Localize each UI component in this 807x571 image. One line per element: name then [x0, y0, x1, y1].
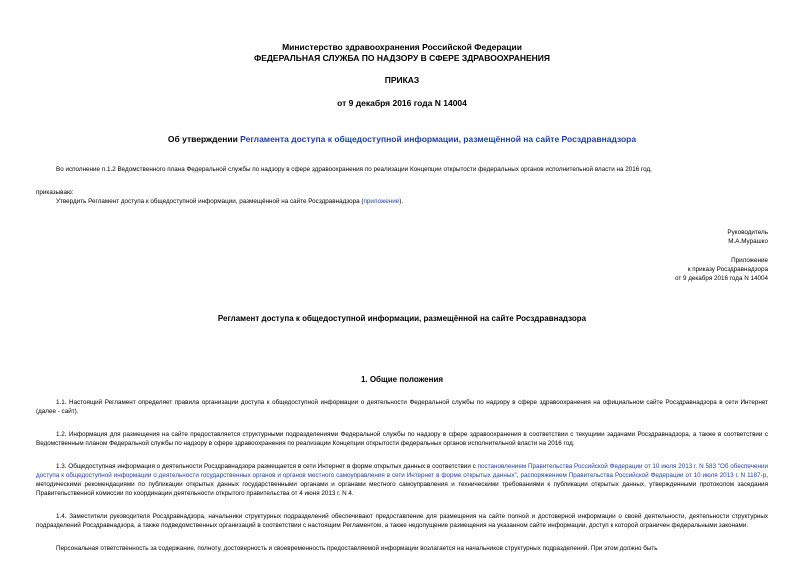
intro-paragraph: Во исполнение п.1.2 Ведомственного плана Федеральной службы по надзору в сфере здравоохранения по реализации Концепции открытости федеральных органов исполнительной власти на 2016 год, — [56, 166, 652, 173]
order-text-before: Утвердить Регламент доступа к общедоступной информации, размещённой на сайте Росздравнадзора ( — [56, 198, 364, 205]
paragraph-responsibility: Персональная ответственность за содержание, полноту, достоверность и своевременность предоставляемой информации возлагается на начальников структурных подразделений. При этом должно быть — [56, 545, 658, 552]
appendix-line-1: Приложение — [731, 257, 768, 264]
decree-583-link[interactable]: постановлением Правительства Российской Федерации от 10 июля 2013 г. N 583 "Об обеспечении доступа к общедоступной информации о деятельности государственных органов и органов местного самоуправления в сети Интернет в форме открытых данных" — [36, 463, 768, 479]
order-text — [36, 197, 768, 206]
service-name: ФЕДЕРАЛЬНАЯ СЛУЖБА ПО НАДЗОРУ В СФЕРЕ ЗДРАВООХРАНЕНИЯ — [253, 52, 551, 63]
ministry-name: Министерство здравоохранения Российской Федерации — [282, 42, 522, 52]
order-text-after: ). — [399, 198, 404, 205]
paragraph-1-3-c: , методическими рекомендациями по публикации открытых данных государственными органами и органами местного самоуправления и техническими требованиями к публикации открытых данных, утвержденными протоколом заседания Правительственной комиссии по координации деятельности открытого правительства от 4 июня 2013 г. N 4. — [36, 472, 769, 497]
order-title — [36, 134, 768, 144]
document-page — [36, 42, 768, 553]
paragraph-1-2: 1.2. Информация для размещения на сайте предоставляется структурными подразделениями Федеральной службы по надзору в сфере здравоохранения в соответствии с текущими задачами Росздравнадзора, а также в соответствии с Ведомственным планом Федеральной службы по надзору в сфере здравоохранения по реализации Концепции открытости федеральных органов исполнительной власти на 2016 год. — [36, 431, 768, 447]
section-1-title: 1. Общие положения — [360, 375, 444, 384]
signature-position: Руководитель — [727, 229, 768, 236]
appendix-line-3: от 9 декабря 2016 года N 14004 — [674, 275, 768, 282]
paragraph-1-4: 1.4. Заместители руководителя Росздравнадзора, начальники структурных подразделений обеспечивают предоставление для размещения на сайте полной и достоверной информации о своей деятельности, деятельности структурных подразделений Росздравнадзора, а также подведомственных организаций в соответствии с настоящим Регламентом, а также недопущение размещения на указанном сайте информации, доступ к которой ограничен федеральными законами. — [36, 513, 768, 529]
paragraph-1-3-a: 1.3. Общедоступная информация о деятельности Росздравнадзора размещается в сети Интернет в форме открытых данных в соответствии с — [56, 463, 478, 470]
appendix-link[interactable]: приложение — [363, 198, 400, 205]
order-title-prefix: Об утверждении — [167, 134, 241, 144]
doc-date-number: от 9 декабря 2016 года N 14004 — [337, 97, 467, 108]
paragraph-1-1: 1.1. Настоящий Регламент определяет правила организации доступа к общедоступной информации о деятельности Федеральной службы по надзору в сфере здравоохранения на официальном сайте Росздравнадзора в сети Интернет (далее - сайт). — [36, 399, 768, 415]
paragraph-1-3-b: , — [516, 472, 521, 479]
order-title-link[interactable]: Регламента доступа к общедоступной информации, размещённой на сайте Росздравнадзора — [240, 134, 637, 144]
appendix-line-2: к приказу Росздравнадзора — [687, 266, 768, 273]
order-1187-link[interactable]: распоряжением Правительства Российской Федерации от 10 июля 2013 г. N 1187-р — [520, 472, 767, 479]
doc-type: ПРИКАЗ — [384, 75, 420, 85]
paragraph-1-3 — [36, 462, 768, 498]
signature-name: М.А.Мурашко — [728, 238, 768, 245]
reglament-title: Регламент доступа к общедоступной информации, размещённой на сайте Росздравнадзора — [217, 314, 587, 323]
orders-label: приказываю: — [36, 189, 74, 196]
